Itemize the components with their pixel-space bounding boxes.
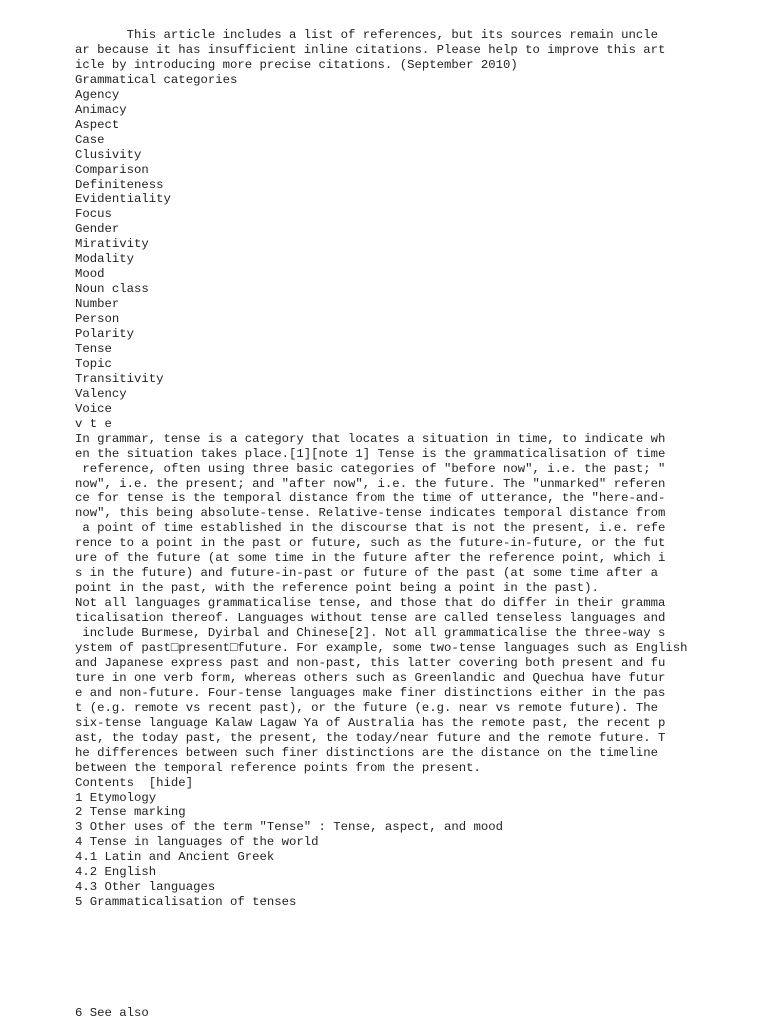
navbox-item[interactable]: Tense	[75, 341, 112, 356]
body-text-line: a point of time established in the discourse that is not the present, i.e. refe	[75, 521, 666, 536]
navbox-item[interactable]: Polarity	[75, 327, 135, 341]
navbox-item[interactable]: Topic	[75, 356, 112, 371]
body-text-line: ure of the future (at some time in the future after the reference point, which i	[75, 551, 666, 566]
body-text-line: ast, the today past, the present, the today/near future and the remote future. T	[75, 730, 666, 745]
body-text-line: s in the future) and future-in-past or future of the past (at some time after a	[75, 566, 658, 581]
body-text-line: ystem of past□present□future. For example, some two-tense languages such as English	[75, 641, 688, 655]
body-text-line: en the situation takes place.[1][note 1] Tense is the grammaticalisation of time	[75, 446, 666, 461]
body-text-line: six-tense language Kalaw Lagaw Ya of Australia has the remote past, the recent p	[75, 715, 666, 730]
body-text-line: he differences between such finer distinctions are the distance on the timeline	[75, 745, 658, 760]
body-text-line: ce for tense is the temporal distance from the time of utterance, the "here-and-	[75, 491, 666, 506]
navbox-item[interactable]: Noun class	[75, 282, 149, 297]
navbox-item[interactable]: Case	[75, 132, 105, 147]
navbox-item[interactable]: Voice	[75, 401, 112, 416]
navbox-item[interactable]: Aspect	[75, 117, 120, 132]
navbox-item[interactable]: Modality	[75, 252, 135, 267]
body-text-line: now", this being absolute-tense. Relative-tense indicates temporal distance from	[75, 506, 666, 521]
toc-item[interactable]: 4.3 Other languages	[75, 880, 216, 895]
body-text-line: and Japanese express past and non-past, this latter covering both present and fu	[75, 655, 666, 670]
navbox-item[interactable]: Evidentiality	[75, 192, 171, 207]
navbox-item[interactable]: Gender	[75, 222, 120, 237]
toc-item[interactable]: 4 Tense in languages of the world	[75, 835, 319, 850]
body-text-line: reference, often using three basic categories of "before now", i.e. the past; "	[75, 461, 666, 476]
navbox-vte-links[interactable]: v t e	[75, 416, 112, 431]
navbox-item[interactable]: Definiteness	[75, 177, 164, 192]
body-text-line: e and non-future. Four-tense languages make finer distinctions either in the pas	[75, 685, 666, 700]
body-text-line: ticalisation thereof. Languages without tense are called tenseless languages and	[75, 611, 666, 626]
toc-item[interactable]: 1 Etymology	[75, 790, 157, 805]
body-text-line: ture in one verb form, whereas others such as Greenlandic and Quechua have futur	[75, 670, 666, 685]
body-text-line: Not all languages grammaticalise tense, and those that do differ in their gramma	[75, 596, 666, 611]
navbox-item[interactable]: Transitivity	[75, 371, 164, 386]
body-text-line: include Burmese, Dyirbal and Chinese[2]. Not all grammaticalise the three-way s	[75, 626, 666, 640]
navbox-item[interactable]: Comparison	[75, 162, 149, 177]
body-text-line: now", i.e. the present; and "after now", i.e. the future. The "unmarked" referen	[75, 476, 666, 491]
toc-item[interactable]: 6 See also	[75, 1006, 149, 1020]
toc-item[interactable]: 3 Other uses of the term "Tense" : Tense, aspect, and mood	[75, 820, 504, 835]
body-text-line: point in the past, with the reference point being a point in the past).	[75, 581, 599, 596]
body-text-line: t (e.g. remote vs recent past), or the future (e.g. near vs remote future). The	[75, 700, 658, 715]
navbox-item[interactable]: Valency	[75, 386, 127, 401]
toc-item[interactable]: 2 Tense marking	[75, 805, 186, 820]
navbox-item[interactable]: Agency	[75, 87, 120, 102]
body-text-line: In grammar, tense is a category that locates a situation in time, to indicate wh	[75, 431, 666, 446]
hatnote-line: This article includes a list of references, but its sources remain uncle	[75, 28, 658, 42]
navbox-item[interactable]: Animacy	[75, 102, 127, 117]
contents-title: Contents [hide]	[75, 775, 194, 790]
navbox-item[interactable]: Person	[75, 312, 120, 326]
hatnote-line: icle by introducing more precise citations. (September 2010)	[75, 57, 518, 72]
navbox-item[interactable]: Mood	[75, 267, 105, 282]
body-text-line: between the temporal reference points from the present.	[75, 760, 481, 775]
toc-item[interactable]: 5 Grammaticalisation of tenses	[75, 895, 297, 910]
navbox-item[interactable]: Mirativity	[75, 237, 149, 252]
navbox-item[interactable]: Number	[75, 297, 120, 312]
hatnote-line: ar because it has insufficient inline citations. Please help to improve this art	[75, 43, 666, 57]
navbox-item[interactable]: Clusivity	[75, 147, 142, 162]
toc-item[interactable]: 4.1 Latin and Ancient Greek	[75, 850, 275, 865]
toc-item[interactable]: 4.2 English	[75, 865, 157, 880]
navbox-title: Grammatical categories	[75, 72, 238, 87]
body-text-line: rence to a point in the past or future, such as the future-in-future, or the fut	[75, 536, 666, 551]
navbox-item[interactable]: Focus	[75, 207, 112, 222]
